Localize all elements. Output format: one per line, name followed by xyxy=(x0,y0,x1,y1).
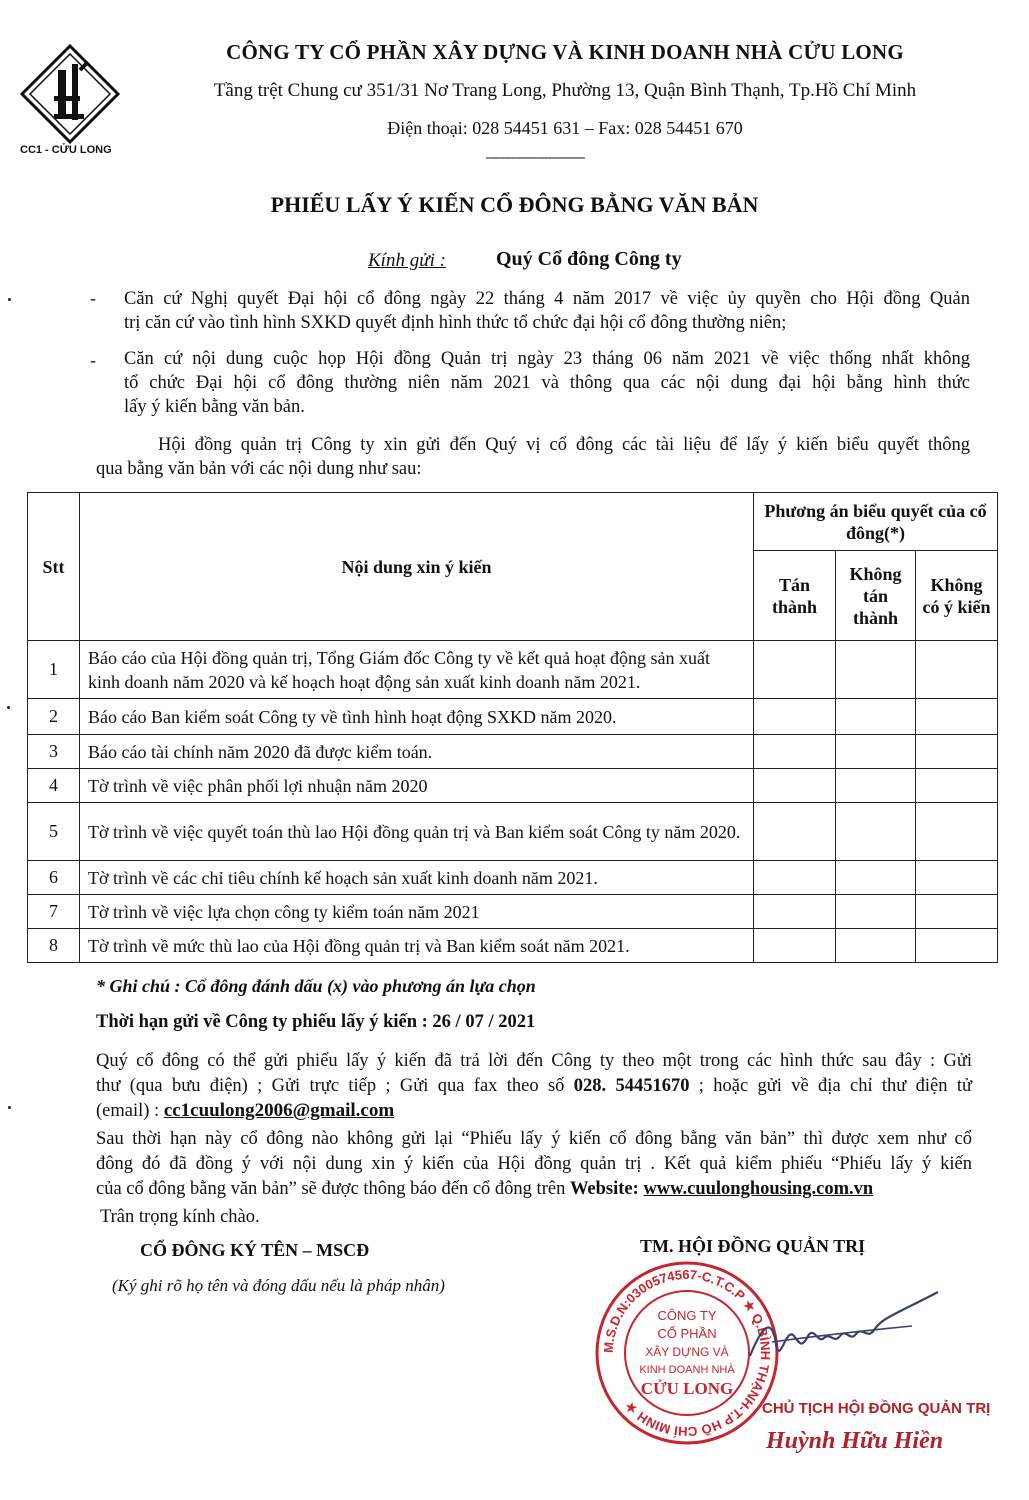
vote-cell-disapprove[interactable] xyxy=(836,929,916,963)
vote-cell-disapprove[interactable] xyxy=(836,895,916,929)
row-stt: 6 xyxy=(28,861,80,895)
header-divider: --------------------------- xyxy=(485,150,585,165)
header-stt: Stt xyxy=(28,493,80,641)
vote-cell-approve[interactable] xyxy=(754,641,836,699)
company-address: Tầng trệt Chung cư 351/31 Nơ Trang Long, Phường 13, Quận Bình Thạnh, Tp.Hồ Chí Minh xyxy=(213,80,917,101)
row-stt: 1 xyxy=(28,641,80,699)
scan-speck xyxy=(8,1106,11,1109)
row-content: Tờ trình về việc quyết toán thù lao Hội đồng quản trị và Ban kiểm soát Công ty năm 2020. xyxy=(80,803,754,861)
table-row xyxy=(28,803,998,861)
table-row xyxy=(28,699,998,735)
vote-cell-disapprove[interactable] xyxy=(836,861,916,895)
vote-cell-no-opinion[interactable] xyxy=(916,699,998,735)
vote-cell-approve[interactable] xyxy=(754,699,836,735)
vote-cell-disapprove[interactable] xyxy=(836,803,916,861)
row-content: Báo cáo của Hội đồng quản trị, Tổng Giám đốc Công ty về kết quả hoạt động sản xuất kinh doanh năm 2020 và kế hoạch hoạt động sản xuất kinh doanh năm 2021. xyxy=(80,641,754,699)
row-content: Tờ trình về việc phân phối lợi nhuận năm 2020 xyxy=(80,769,754,803)
table-header-row xyxy=(28,493,998,551)
vote-cell-disapprove[interactable] xyxy=(836,769,916,803)
vote-cell-approve[interactable] xyxy=(754,735,836,769)
bullet-2-line-3: lấy ý kiến bằng văn bản. xyxy=(124,397,305,417)
logo-emblem-icon xyxy=(14,40,126,160)
seal-ring-text: M.S.D.N:0300574567-C.T.C.P ★ Q.BÌNH THẠNH-T.P HỒ CHÍ MINH ★ xyxy=(600,1266,774,1440)
bullet-2-line-2: tổ chức Đại hội cổ đông thường niên năm 2021 và thông qua các nội dung đại hội bằng hình thức xyxy=(124,373,970,393)
table-row xyxy=(28,641,998,699)
table-row xyxy=(28,895,998,929)
seal-line: CỔ PHẦN xyxy=(657,1326,717,1341)
company-logo xyxy=(14,40,126,160)
table-row xyxy=(28,735,998,769)
row-stt: 4 xyxy=(28,769,80,803)
vote-cell-disapprove[interactable] xyxy=(836,699,916,735)
signature-icon xyxy=(742,1286,942,1376)
vote-cell-disapprove[interactable] xyxy=(836,735,916,769)
shareholder-signature-note: (Ký ghi rõ họ tên và đóng dấu nếu là pháp nhân) xyxy=(112,1276,445,1295)
row-stt: 5 xyxy=(28,803,80,861)
row-content: Tờ trình về các chỉ tiêu chính kế hoạch sản xuất kinh doanh năm 2021. xyxy=(80,861,754,895)
vote-cell-no-opinion[interactable] xyxy=(916,929,998,963)
chairman-name: Huỳnh Hữu Hiền xyxy=(766,1428,944,1454)
vote-cell-approve[interactable] xyxy=(754,769,836,803)
vote-cell-no-opinion[interactable] xyxy=(916,641,998,699)
send-info-text: ; hoặc gửi về địa chỉ thư điện tử xyxy=(689,1076,973,1096)
vote-cell-disapprove[interactable] xyxy=(836,641,916,699)
bullet-dash: - xyxy=(90,350,96,370)
table-row xyxy=(28,769,998,803)
row-stt: 2 xyxy=(28,699,80,735)
send-info-text: thư (qua bưu điện) ; Gửi trực tiếp ; Gửi qua fax theo số xyxy=(96,1076,574,1096)
vote-cell-approve[interactable] xyxy=(754,861,836,895)
row-content: Tờ trình về việc lựa chọn công ty kiểm toán năm 2021 xyxy=(80,895,754,929)
seal-line: XÂY DỰNG VÀ xyxy=(645,1345,729,1359)
row-content: Báo cáo Ban kiểm soát Công ty về tình hình hoạt động SXKD năm 2020. xyxy=(80,699,754,735)
after-deadline-line-1: Sau thời hạn này cổ đông nào không gửi lại “Phiếu lấy ý kiến cổ đông bằng văn bản” thì được xem như cổ xyxy=(96,1129,972,1149)
seal-line: KINH DOANH NHÀ xyxy=(639,1364,735,1376)
company-name: CÔNG TY CỔ PHẦN XÂY DỰNG VÀ KINH DOANH NHÀ CỬU LONG xyxy=(226,40,904,64)
vote-cell-no-opinion[interactable] xyxy=(916,735,998,769)
vote-cell-no-opinion[interactable] xyxy=(916,803,998,861)
vote-cell-no-opinion[interactable] xyxy=(916,861,998,895)
header-no-opinion: Không có ý kiến xyxy=(916,551,998,641)
logo-caption: CC1 - CỬU LONG xyxy=(20,144,112,156)
bullet-1-line-1: Căn cứ Nghị quyết Đại hội cổ đông ngày 22 tháng 4 năm 2017 về việc ủy quyền cho Hội đồng Quản xyxy=(124,289,970,309)
company-phone: Điện thoại: 028 54451 631 – Fax: 028 54451 670 xyxy=(387,118,743,138)
website-link[interactable]: www.cuulonghousing.com.vn xyxy=(643,1179,874,1199)
seal-line: CÔNG TY xyxy=(657,1308,717,1323)
header-disapprove: Không tán thành xyxy=(836,551,916,641)
email-label: (email) : xyxy=(96,1101,164,1121)
intro-line-2: qua bằng văn bản với các nội dung như sau: xyxy=(96,459,422,479)
salutation-recipient: Quý Cổ đông Công ty xyxy=(496,248,682,270)
send-info-line-1: Quý cổ đông có thể gửi phiếu lấy ý kiến đã trả lời đến Công ty theo một trong các hình thức sau đây : Gửi xyxy=(96,1051,972,1071)
document-title: PHIẾU LẤY Ý KIẾN CỔ ĐÔNG BẰNG VĂN BẢN xyxy=(270,192,759,217)
bullet-dash: - xyxy=(90,288,96,308)
salutation-label: Kính gửi : xyxy=(368,250,446,271)
bullet-2-line-1: Căn cứ nội dung cuộc họp Hội đồng Quản trị ngày 23 tháng 06 năm 2021 về việc thống nhất không xyxy=(124,349,970,369)
voting-table xyxy=(27,492,998,963)
bullet-1-line-2: trị căn cứ vào tình hình SXKD quyết định hình thức tổ chức đại hội cổ đông thường niên; xyxy=(124,313,787,333)
table-row xyxy=(28,861,998,895)
row-content: Tờ trình về mức thù lao của Hội đồng quản trị và Ban kiểm soát năm 2021. xyxy=(80,929,754,963)
send-info-line-3 xyxy=(96,1099,972,1123)
seal-line: CỬU LONG xyxy=(640,1379,734,1398)
chairman-position: CHỦ TỊCH HỘI ĐỒNG QUẢN TRỊ xyxy=(762,1400,991,1417)
deadline-text: Thời hạn gửi về Công ty phiếu lấy ý kiến : 26 / 07 / 2021 xyxy=(96,1012,536,1032)
handwritten-signature xyxy=(742,1286,942,1376)
email-link[interactable]: cc1cuulong2006@gmail.com xyxy=(163,1100,395,1121)
closing-text: Trân trọng kính chào. xyxy=(100,1207,260,1227)
row-content: Báo cáo tài chính năm 2020 đã được kiểm toán. xyxy=(80,735,754,769)
row-stt: 7 xyxy=(28,895,80,929)
send-info-line-2 xyxy=(96,1074,972,1098)
header-approve: Tán thành xyxy=(754,551,836,641)
vote-cell-no-opinion[interactable] xyxy=(916,895,998,929)
website-label: Website: xyxy=(569,1179,639,1199)
table-row xyxy=(28,929,998,963)
row-stt: 3 xyxy=(28,735,80,769)
after-deadline-line-3 xyxy=(96,1177,996,1201)
note-text: * Ghi chú : Cổ đông đánh dấu (x) vào phương án lựa chọn xyxy=(96,976,536,996)
header-content: Nội dung xin ý kiến xyxy=(80,493,754,641)
header-vote-options: Phương án biểu quyết của cổ đông(*) xyxy=(754,493,998,551)
vote-cell-approve[interactable] xyxy=(754,895,836,929)
after-deadline-text: của cổ đông bằng văn bản” sẽ được thông báo đến cổ đông trên xyxy=(96,1179,570,1199)
board-signature-title: TM. HỘI ĐỒNG QUẢN TRỊ xyxy=(640,1236,866,1256)
vote-cell-approve[interactable] xyxy=(754,803,836,861)
shareholder-signature-title: CỔ ĐÔNG KÝ TÊN – MSCĐ xyxy=(140,1240,370,1260)
after-deadline-line-2: đông đó đã đồng ý với nội dung xin ý kiến của Hội đồng quản trị . Kết quả kiểm phiếu “Phiếu lấy ý kiến xyxy=(96,1154,972,1174)
intro-line-1: Hội đồng quản trị Công ty xin gửi đến Quý vị cổ đông các tài liệu để lấy ý kiến biểu quyết thông xyxy=(158,435,970,455)
vote-cell-approve[interactable] xyxy=(754,929,836,963)
vote-cell-no-opinion[interactable] xyxy=(916,769,998,803)
row-stt: 8 xyxy=(28,929,80,963)
scan-speck xyxy=(7,706,10,709)
scan-speck xyxy=(8,298,11,301)
fax-number: 028. 54451670 xyxy=(573,1076,690,1096)
